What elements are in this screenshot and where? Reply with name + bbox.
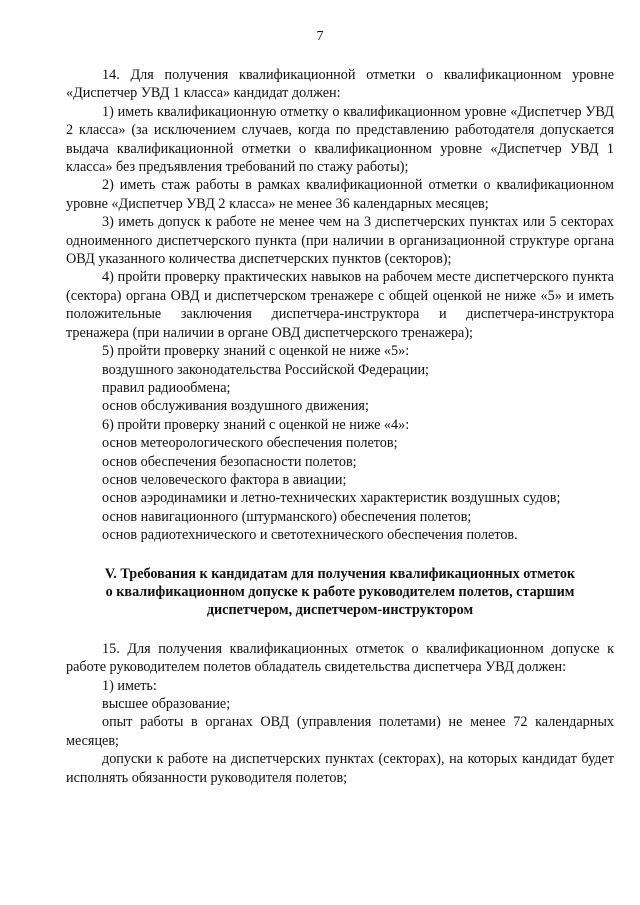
list-item: правил радиообмена; <box>102 379 231 396</box>
section-14 <box>66 66 614 787</box>
section-v-heading-line-3: диспетчером, диспетчером-инструктором <box>206 602 474 619</box>
list-item: опыт работы в органах ОВД (управления полетами) не менее 72 календарных месяцев; <box>66 714 614 749</box>
paragraph-14-item-1: 1) иметь квалификационную отметку о квалификационном уровне «Диспетчер УВД 2 класса» (за исключением случаев, когда по представлению работодателя допускается выдача квалификационной отметки о квалификационном уровне «Диспетчер УВД 1 класса» без предъявления требований по стажу работы); <box>66 103 614 176</box>
list-item: основ обеспечения безопасности полетов; <box>102 453 357 470</box>
list-item: основ радиотехнического и светотехнического обеспечения полетов. <box>102 527 518 544</box>
paragraph-15-intro: 15. Для получения квалификационных отметок о квалификационном допуске к работе руководителем полетов обладатель свидетельства диспетчера УВД должен: <box>66 640 614 676</box>
paragraph-14-item-3: 3) иметь допуск к работе не менее чем на 3 диспетчерских пунктах или 5 секторах одноименного диспетчерского пункта (при наличии в организационной структуре органа ОВД указанного количества диспетчерских пунктов (секторов); <box>66 214 614 268</box>
page-number: 7 <box>316 29 324 44</box>
list-item: основ аэродинамики и летно-технических характеристик воздушных судов; <box>102 490 561 507</box>
list-item: допуски к работе на диспетчерских пунктах (секторах), на которых кандидат будет исполнять обязанности руководителя полетов; <box>66 751 614 786</box>
section-v-heading-line-2: о квалификационном допуске к работе руководителем полетов, старшим <box>105 583 575 600</box>
paragraph-14-intro: 14. Для получения квалификационной отметки о квалификационном уровне «Диспетчер УВД 1 класса» кандидат должен: <box>66 67 614 102</box>
list-item: основ метеорологического обеспечения полетов; <box>102 435 398 452</box>
paragraph-15-item-1: 1) иметь: <box>102 677 157 694</box>
list-item: основ человеческого фактора в авиации; <box>102 471 347 488</box>
paragraph-14-item-6: 6) пройти проверку знаний с оценкой не ниже «4»: <box>102 416 410 433</box>
list-item: основ навигационного (штурманского) обеспечения полетов; <box>102 508 472 525</box>
list-item: высшее образование; <box>102 696 231 712</box>
paragraph-14-item-4: 4) пройти проверку практических навыков на рабочем месте диспетчерского пункта (сектора) органа ОВД и диспетчерском тренажере с общей оценкой не ниже «5» и иметь положительные заключения диспетчера-инструктора и диспетчера-инструктора тренажера (при наличии в органе ОВД диспетчерского тренажера); <box>66 269 614 341</box>
list-item: основ обслуживания воздушного движения; <box>102 398 369 415</box>
section-v-heading-line-1: V. Требования к кандидатам для получения квалификационных отметок <box>104 565 576 582</box>
list-item: воздушного законодательства Российской Федерации; <box>102 361 429 378</box>
paragraph-14-item-2: 2) иметь стаж работы в рамках квалификационной отметки о квалификационном уровне «Диспетчер УВД 2 класса» не менее 36 календарных месяцев; <box>66 177 614 212</box>
paragraph-14-item-5: 5) пройти проверку знаний с оценкой не ниже «5»: <box>102 343 410 360</box>
